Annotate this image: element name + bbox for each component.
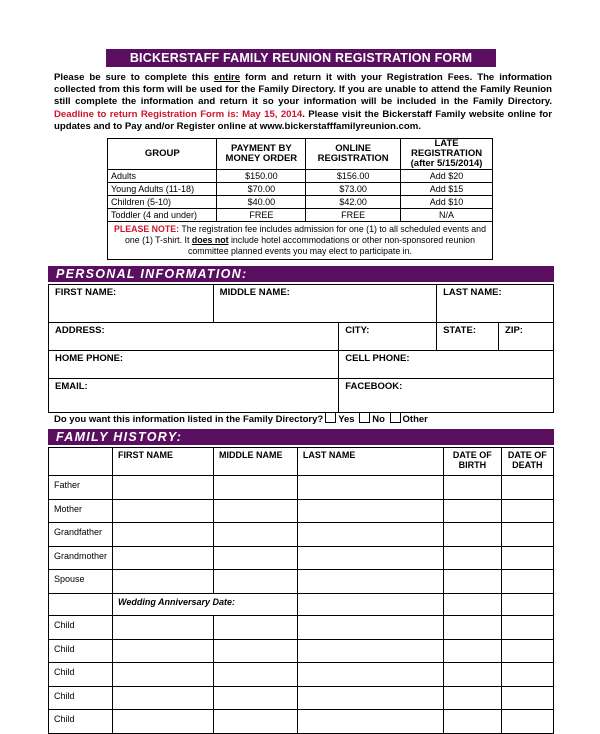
yes-checkbox[interactable] <box>325 412 336 423</box>
fees-cell: FREE <box>306 209 401 222</box>
relation-label: Child <box>49 616 113 640</box>
fees-table <box>107 138 493 260</box>
relation-label: Father <box>49 476 113 500</box>
fees-cell: Add $15 <box>401 183 493 196</box>
intro-paragraph: Please be sure to complete this entire form and return it with your Registration Fees. The information collected from this form will be used for the Family Directory. If you are unable to attend the Family Reunion still complete the information and return it so your information will be included in the Family Directory. Deadline to return Registration Form is: May 15, 2014. Please visit the Bickerstaff Family website online for updates and to Pay and/or Register online at www.bickerstafffamilyreunion.com. <box>54 72 552 132</box>
state-field[interactable]: STATE: <box>437 323 499 351</box>
fees-row <box>108 209 493 222</box>
middle-name-field[interactable]: MIDDLE NAME: <box>213 285 436 323</box>
address-field[interactable]: ADDRESS: <box>49 323 339 351</box>
fees-cell: $150.00 <box>217 170 306 183</box>
family-header-row <box>49 448 554 476</box>
fees-row <box>108 196 493 209</box>
family-row <box>49 639 554 663</box>
family-row <box>49 616 554 640</box>
family-header: DATE OF DEATH <box>501 448 553 476</box>
entire-emphasis: entire <box>213 72 241 83</box>
relation-label: Child <box>49 663 113 687</box>
zip-field[interactable]: ZIP: <box>499 323 554 351</box>
family-row <box>49 546 554 570</box>
form-title: BICKERSTAFF FAMILY REUNION REGISTRATION FORM <box>106 49 496 67</box>
relation-label: Child <box>49 639 113 663</box>
fees-cell: $70.00 <box>217 183 306 196</box>
family-row <box>49 523 554 547</box>
fees-header: PAYMENT BY MONEY ORDER <box>217 139 306 170</box>
family-header: FIRST NAME <box>113 448 214 476</box>
fees-cell: Toddler (4 and under) <box>108 209 217 222</box>
other-checkbox[interactable] <box>390 412 401 423</box>
relation-label: Grandfather <box>49 523 113 547</box>
fees-cell: Add $20 <box>401 170 493 183</box>
family-row <box>49 710 554 734</box>
fees-row <box>108 170 493 183</box>
fees-note-row <box>108 222 493 260</box>
fees-cell: Young Adults (11-18) <box>108 183 217 196</box>
home-phone-field[interactable]: HOME PHONE: <box>49 351 339 379</box>
relation-label: Grandmother <box>49 546 113 570</box>
family-row <box>49 663 554 687</box>
family-history-heading: FAMILY HISTORY: <box>48 429 554 445</box>
fees-cell: $42.00 <box>306 196 401 209</box>
family-row <box>49 686 554 710</box>
email-field[interactable]: EMAIL: <box>49 379 339 413</box>
fees-cell: N/A <box>401 209 493 222</box>
personal-information-heading: PERSONAL INFORMATION: <box>48 266 554 282</box>
fees-cell: $73.00 <box>306 183 401 196</box>
deadline-text: Deadline to return Registration Form is: May 15, 2014 <box>54 108 303 120</box>
fees-cell: Add $10 <box>401 196 493 209</box>
facebook-field[interactable]: FACEBOOK: <box>339 379 554 413</box>
fees-header-row <box>108 139 493 170</box>
first-name-field[interactable]: FIRST NAME: <box>49 285 214 323</box>
family-row <box>49 570 554 594</box>
no-checkbox[interactable] <box>359 412 370 423</box>
directory-question: Do you want this information listed in the Family Directory? Yes No Other <box>48 411 554 428</box>
family-row <box>49 499 554 523</box>
relation-label: Spouse <box>49 570 113 594</box>
fees-cell: $40.00 <box>217 196 306 209</box>
relation-label: Child <box>49 710 113 734</box>
wedding-anniversary-label: Wedding Anniversary Date: <box>113 593 298 616</box>
fees-cell: FREE <box>217 209 306 222</box>
fees-cell: $156.00 <box>306 170 401 183</box>
family-row <box>49 476 554 500</box>
city-field[interactable]: CITY: <box>339 323 437 351</box>
family-header: DATE OF BIRTH <box>444 448 501 476</box>
fees-cell: Adults <box>108 170 217 183</box>
fees-note: PLEASE NOTE: The registration fee includes admission for one (1) to all scheduled events and one (1) T-shirt. It does not include hotel accommodations or other non-sponsored reunion committee planned events you may elect to participate in. <box>108 222 493 260</box>
fees-header: GROUP <box>108 139 217 170</box>
fees-row <box>108 183 493 196</box>
last-name-field[interactable]: LAST NAME: <box>437 285 554 323</box>
wedding-row <box>49 593 554 616</box>
fees-header: ONLINE REGISTRATION <box>306 139 401 170</box>
family-header: LAST NAME <box>297 448 443 476</box>
fees-header: LATE REGISTRATION (after 5/15/2014) <box>401 139 493 170</box>
fees-cell: Children (5-10) <box>108 196 217 209</box>
relation-label: Child <box>49 686 113 710</box>
personal-information-table <box>48 284 554 413</box>
cell-phone-field[interactable]: CELL PHONE: <box>339 351 554 379</box>
family-history-table <box>48 447 554 734</box>
relation-label: Mother <box>49 499 113 523</box>
family-header: MIDDLE NAME <box>213 448 297 476</box>
